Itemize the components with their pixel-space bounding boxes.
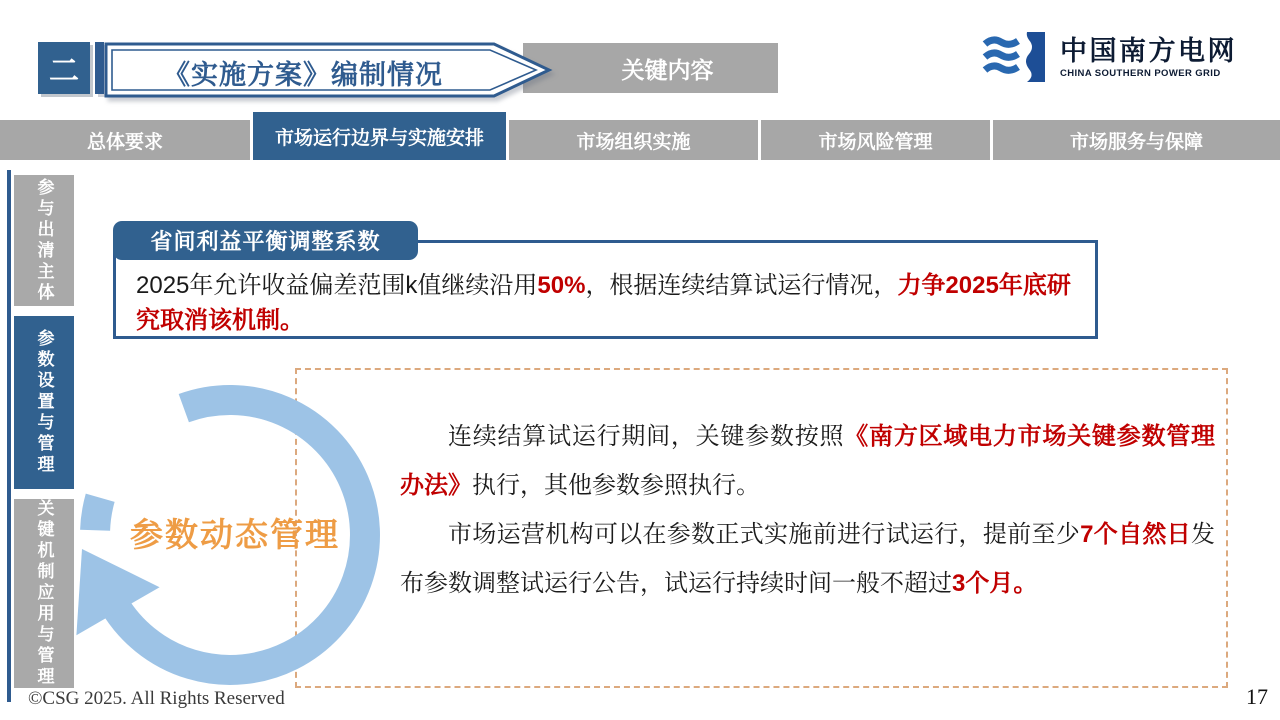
paragraph [400, 510, 1215, 608]
copyright-text: ©CSG 2025. All Rights Reserved [28, 688, 285, 709]
header-tag [523, 43, 778, 93]
sidebar-item-clearing-entities[interactable]: 参与出清主体 [14, 175, 74, 306]
header-tag-label: 关键内容 [621, 56, 714, 83]
body-text: ，根据连续结算试运行情况， [585, 272, 898, 299]
tab-market-service-guarantee[interactable]: 市场服务与保障 [993, 120, 1280, 160]
section-nav [0, 120, 1280, 160]
tab-market-organization[interactable]: 市场组织实施 [509, 120, 758, 160]
emphasis-text: 50% [537, 272, 586, 299]
body-text: 2025年允许收益偏差范围k值继续沿用 [136, 272, 538, 299]
tab-market-risk-management[interactable]: 市场风险管理 [761, 120, 990, 160]
emphasis-text: 7个自然日 [1080, 521, 1191, 548]
body-text: 执行，其他参数参照执行。 [472, 472, 760, 499]
tab-overall-requirements[interactable]: 总体要求 [0, 120, 250, 160]
emphasis-text: 《南方区域电力市场关键参数管理办法》 [400, 423, 1215, 499]
cycle-label: 参数动态管理 [130, 518, 340, 554]
topic-badge: 省间利益平衡调整系数 [113, 221, 418, 260]
sidebar-item-parameter-management[interactable]: 参数设置与管理 [14, 316, 74, 489]
section-number-badge: 二 [38, 42, 90, 94]
company-logo [980, 28, 1237, 86]
emphasis-text: 力争2025年底研究取消该机制。 [136, 272, 1071, 334]
tab-market-operation-boundary[interactable]: 市场运行边界与实施安排 [253, 112, 506, 160]
page-title: 《实施方案》编制情况 [163, 60, 443, 90]
parameter-text [400, 412, 1215, 608]
csg-logo-icon [980, 28, 1052, 86]
sidebar-accent-line [7, 170, 11, 702]
emphasis-text: 3个月。 [952, 570, 1038, 597]
logo-name-cn: 中国南方电网 [1060, 35, 1237, 66]
title-accent-bar [95, 42, 104, 94]
body-text: 市场运营机构可以在参数正式实施前进行试运行，提前至少 [448, 521, 1081, 548]
sidebar-item-key-mechanisms[interactable]: 关键机制应用与管理 [14, 499, 74, 688]
body-text: 连续结算试运行期间，关键参数按照 [448, 423, 845, 450]
logo-name-en: CHINA SOUTHERN POWER GRID [1060, 67, 1221, 79]
paragraph [400, 412, 1215, 510]
body-text: 发布参数调整试运行公告，试运行持续时间一般不超过 [400, 521, 1215, 597]
page-number: 17 [1246, 684, 1268, 709]
logo-text [1060, 36, 1237, 79]
